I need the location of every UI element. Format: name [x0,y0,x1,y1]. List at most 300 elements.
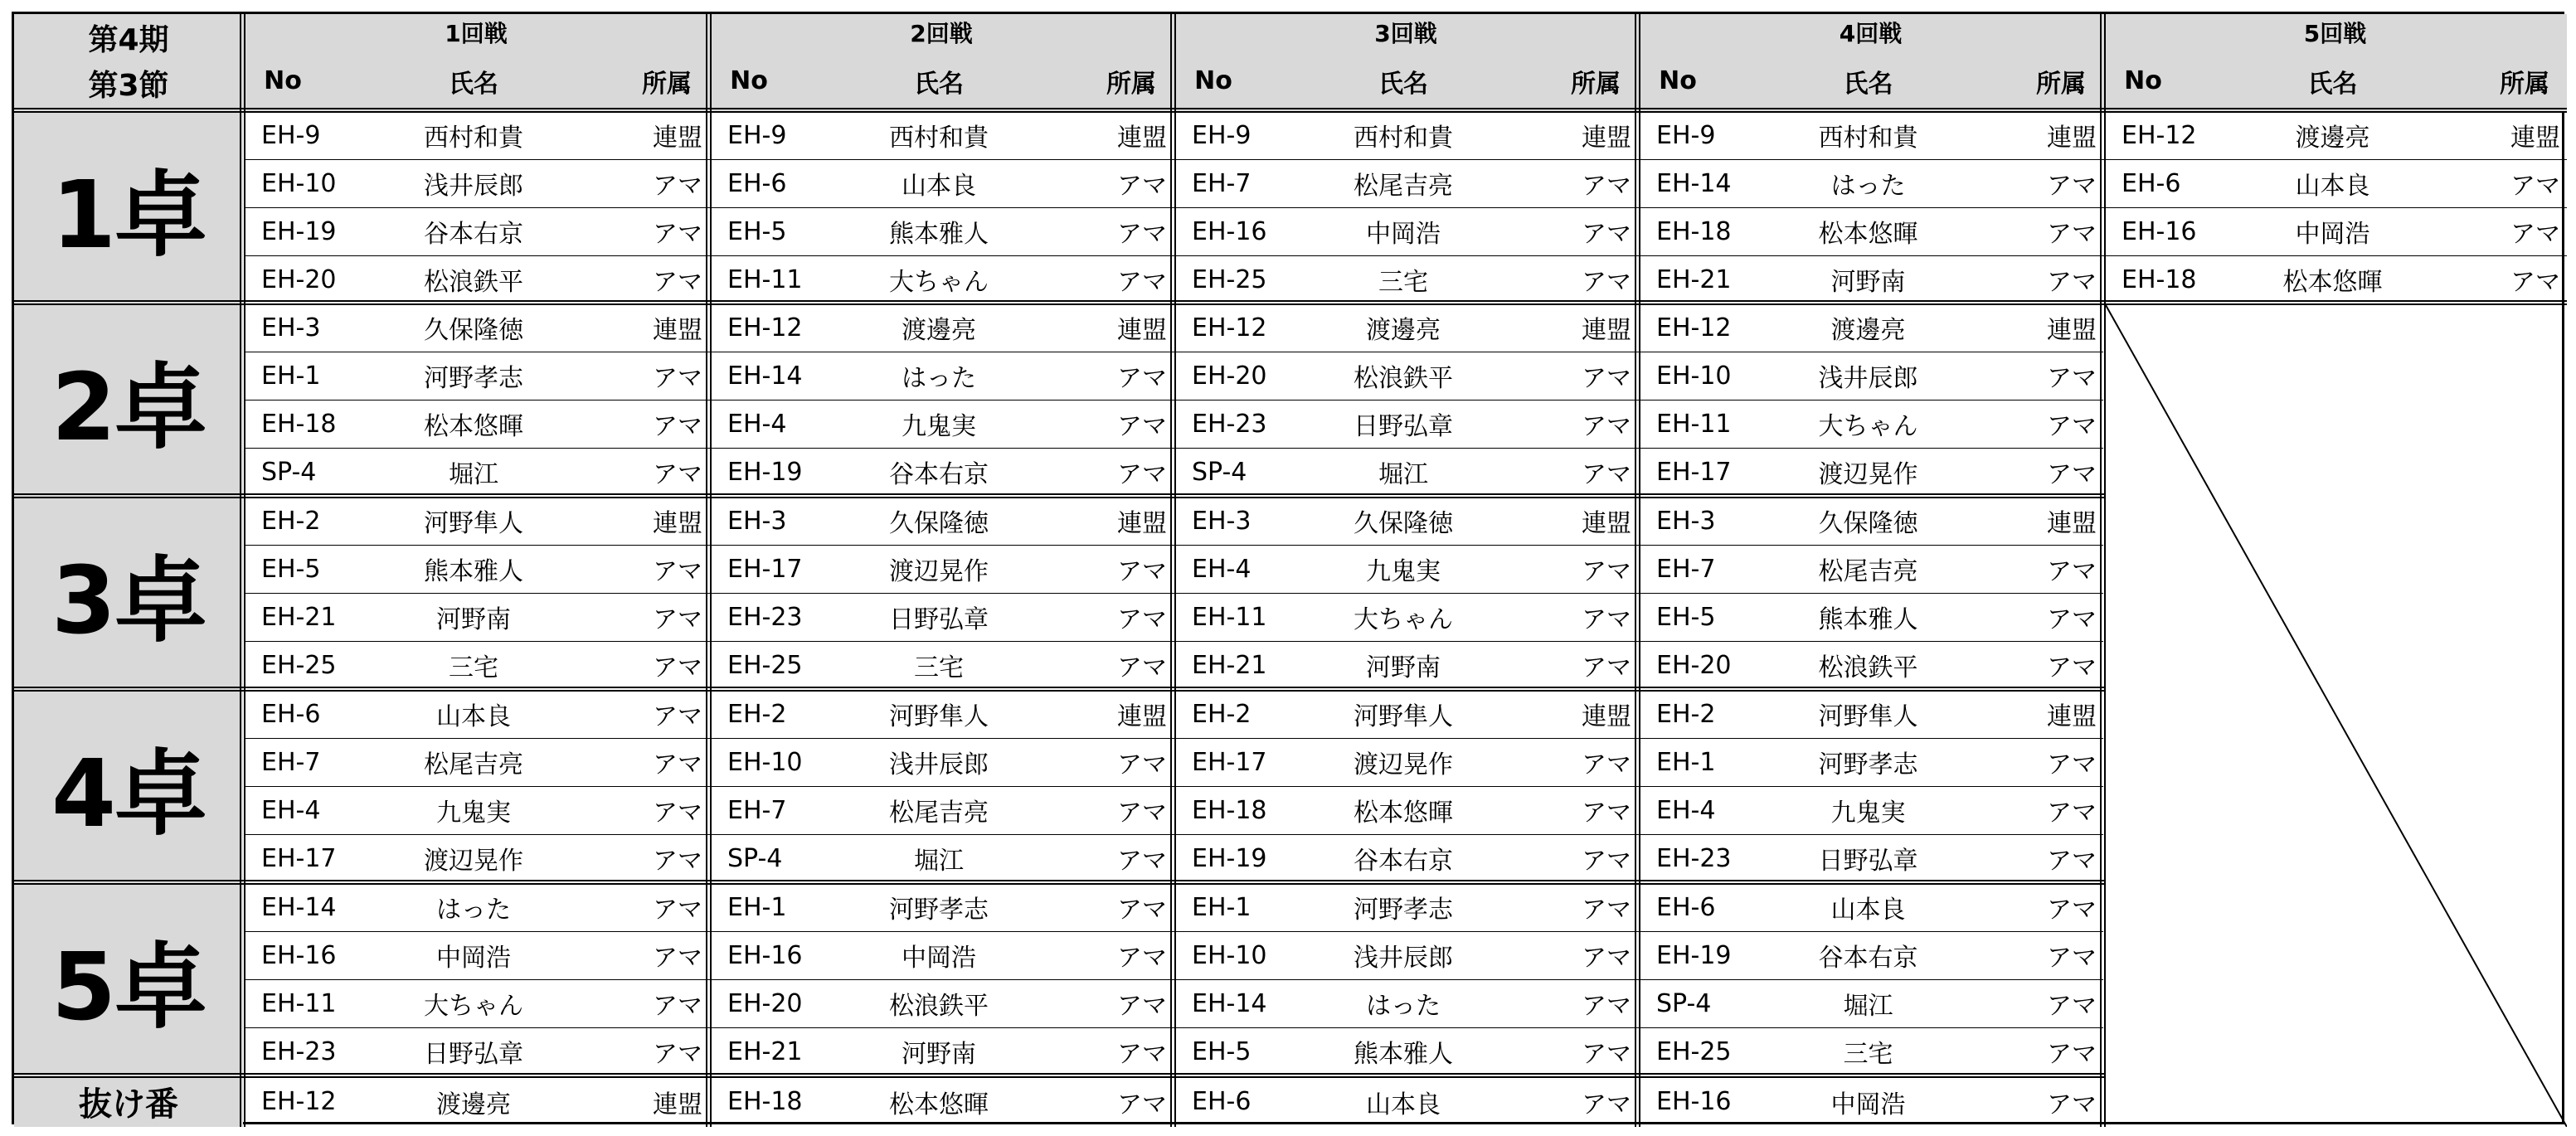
player-name: 山本良 [436,702,511,731]
player-number: EH-17 [1192,747,1267,777]
bye-label: 抜け番 [79,1085,178,1124]
player-name: 河野孝志 [424,364,523,393]
player-name: 中岡浩 [1830,1090,1906,1119]
player-affiliation: アマ [2047,364,2097,393]
player-number: EH-7 [1192,168,1252,198]
column-header-affiliation: 所属 [642,69,692,99]
player-affiliation: アマ [1582,799,1631,828]
player-name: 三宅 [1843,1040,1893,1069]
player-name: 松本悠暉 [1818,220,1918,249]
header-rule [14,108,2567,109]
round-header: 5回戦 [2303,20,2367,47]
column-rule [240,14,241,1127]
player-number: EH-21 [1656,265,1732,294]
player-affiliation: 連盟 [1117,316,1167,345]
column-header-no: No [264,66,302,95]
player-name: 西村和貴 [424,124,523,153]
player-name: 渡邊亮 [436,1090,511,1119]
section-label: 第3節 [88,68,169,103]
player-affiliation: アマ [653,412,702,441]
player-number: EH-12 [2122,120,2197,150]
player-number: EH-12 [1656,313,1732,342]
player-affiliation: アマ [2047,268,2097,297]
player-number: EH-16 [261,940,337,970]
player-affiliation: アマ [653,1040,702,1069]
column-header-no: No [730,66,768,95]
player-name: 松尾吉亮 [1354,172,1453,201]
player-name: 日野弘章 [889,605,989,634]
player-name: 中岡浩 [436,944,511,973]
row-rule [245,255,2567,256]
player-number: EH-12 [1192,313,1267,342]
row-rule [245,545,2103,546]
player-number: EH-21 [261,602,337,632]
column-rule [710,14,712,1127]
player-name: 谷本右京 [424,220,523,249]
player-affiliation: 連盟 [2047,509,2097,538]
player-number: EH-16 [2122,216,2197,246]
row-rule [245,931,2103,932]
player-number: EH-20 [727,988,803,1018]
player-affiliation: 連盟 [1582,702,1631,731]
player-name: はった [1830,172,1906,201]
player-number: EH-20 [1656,650,1732,680]
player-number: EH-10 [261,168,337,198]
player-number: EH-1 [1656,747,1716,777]
player-affiliation: アマ [653,653,702,682]
player-affiliation: 連盟 [653,124,702,153]
player-number: EH-12 [727,313,803,342]
player-affiliation: アマ [2047,1090,2097,1119]
player-name: 大ちゃん [424,992,523,1021]
player-name: 大ちゃん [1818,412,1918,441]
player-number: EH-18 [727,1087,803,1116]
block-rule [14,880,2106,881]
table-label: 5卓 [51,934,206,1041]
column-header-affiliation: 所属 [1106,69,1156,99]
player-number: EH-14 [727,361,803,391]
player-name: 谷本右京 [889,460,989,489]
player-number: EH-18 [2122,265,2197,294]
player-number: EH-5 [261,554,321,584]
player-number: EH-5 [1656,602,1716,632]
player-affiliation: アマ [2047,220,2097,249]
player-number: EH-11 [1192,602,1267,632]
player-name: 大ちゃん [889,268,989,297]
player-affiliation: 連盟 [1582,509,1631,538]
player-name: 河野南 [1830,268,1906,297]
player-number: EH-23 [1192,409,1267,439]
player-number: EH-3 [1192,506,1252,536]
diagonal-line [2106,305,2567,1127]
player-name: 渡邊亮 [902,316,976,345]
column-rule [1174,14,1176,1127]
player-number: EH-17 [261,843,337,873]
player-number: EH-9 [1656,120,1716,150]
player-affiliation: アマ [653,944,702,973]
player-name: 谷本右京 [1354,847,1453,876]
player-affiliation: アマ [1582,220,1631,249]
block-rule [14,883,2106,885]
block-rule [14,690,2106,692]
player-number: EH-7 [727,795,787,825]
player-name: 九鬼実 [902,412,976,441]
player-affiliation: 連盟 [1117,509,1167,538]
player-name: 松尾吉亮 [889,799,989,828]
player-affiliation: アマ [2047,992,2097,1021]
player-number: EH-21 [727,1036,803,1066]
player-name: 浅井辰郎 [1354,944,1453,973]
block-rule [14,1076,2106,1078]
player-affiliation: 連盟 [1117,124,1167,153]
player-number: EH-20 [261,265,337,294]
player-number: EH-1 [261,361,321,391]
player-affiliation: アマ [1117,172,1167,201]
player-number: EH-6 [261,699,321,729]
player-number: EH-16 [1192,216,1267,246]
column-header-affiliation: 所属 [2036,69,2086,99]
player-name: 山本良 [1366,1090,1441,1119]
player-name: 熊本雅人 [1354,1040,1453,1069]
player-number: EH-2 [1656,699,1716,729]
player-affiliation: アマ [1582,750,1631,779]
column-rule [1170,14,1172,1127]
player-name: 西村和貴 [889,124,989,153]
player-number: EH-19 [1656,940,1732,970]
player-name: 久保隆徳 [424,316,523,345]
player-affiliation: 連盟 [1582,124,1631,153]
player-affiliation: アマ [2047,605,2097,634]
player-number: EH-1 [1192,892,1252,922]
player-affiliation: アマ [1117,847,1167,876]
player-number: EH-25 [261,650,337,680]
player-affiliation: アマ [653,220,702,249]
player-affiliation: アマ [2047,653,2097,682]
player-number: EH-25 [1656,1036,1732,1066]
player-number: EH-18 [1656,216,1732,246]
player-number: EH-7 [261,747,321,777]
column-header-no: No [2124,66,2162,95]
player-name: 松尾吉亮 [424,750,523,779]
player-affiliation: アマ [2047,750,2097,779]
player-number: EH-6 [2122,168,2181,198]
player-number: EH-14 [1192,988,1267,1018]
column-rule [244,14,245,1127]
player-number: EH-4 [1656,795,1716,825]
player-affiliation: アマ [2047,172,2097,201]
table-label: 2卓 [51,354,206,462]
player-name: 渡辺晃作 [889,557,989,586]
player-number: EH-16 [1656,1087,1732,1116]
player-name: 山本良 [1830,896,1906,925]
player-name: 浅井辰郎 [424,172,523,201]
player-number: EH-23 [727,602,803,632]
player-name: 河野南 [1366,653,1441,682]
player-number: EH-11 [261,988,337,1018]
player-name: 渡辺晃作 [1818,460,1918,489]
player-affiliation: アマ [1582,364,1631,393]
round-header: 1回戦 [445,20,508,47]
player-name: 西村和貴 [1354,124,1453,153]
row-rule [245,834,2103,835]
player-number: EH-25 [727,650,803,680]
player-number: EH-9 [1192,120,1252,150]
player-name: 山本良 [2295,172,2370,201]
player-name: 久保隆徳 [1354,509,1453,538]
player-affiliation: 連盟 [2510,124,2560,153]
column-rule [2100,14,2102,1127]
player-affiliation: アマ [2047,1040,2097,1069]
player-affiliation: アマ [1117,750,1167,779]
player-number: EH-2 [727,699,787,729]
player-affiliation: アマ [1582,847,1631,876]
player-name: 河野孝志 [889,896,989,925]
player-name: 三宅 [449,653,498,682]
player-affiliation: アマ [1117,1090,1167,1119]
player-affiliation: アマ [653,460,702,489]
player-number: EH-6 [727,168,787,198]
player-affiliation: アマ [2047,799,2097,828]
player-name: 河野隼人 [1818,702,1918,731]
player-affiliation: アマ [653,557,702,586]
player-affiliation: 連盟 [2047,124,2097,153]
player-name: はった [436,896,511,925]
player-name: 河野南 [902,1040,976,1069]
player-name: 河野隼人 [1354,702,1453,731]
player-name: 河野南 [436,605,511,634]
player-name: 日野弘章 [1818,847,1918,876]
player-affiliation: アマ [653,172,702,201]
player-number: EH-11 [1656,409,1732,439]
player-name: 松浪鉄平 [889,992,989,1021]
row-rule [245,400,2103,401]
round-header: 4回戦 [1839,20,1903,47]
player-name: 渡辺晃作 [424,847,523,876]
player-name: 熊本雅人 [424,557,523,586]
player-affiliation: アマ [1117,1040,1167,1069]
player-number: EH-5 [1192,1036,1252,1066]
player-affiliation: アマ [1582,557,1631,586]
player-number: EH-19 [261,216,337,246]
player-number: EH-7 [1656,554,1716,584]
column-header-affiliation: 所属 [1571,69,1621,99]
player-name: 三宅 [914,653,964,682]
player-affiliation: 連盟 [2047,316,2097,345]
header-rule [14,111,2567,113]
player-name: 中岡浩 [902,944,976,973]
player-name: 日野弘章 [1354,412,1453,441]
player-name: 渡辺晃作 [1354,750,1453,779]
player-affiliation: アマ [653,702,702,731]
player-affiliation: アマ [2047,896,2097,925]
player-affiliation: アマ [2047,557,2097,586]
player-name: はった [902,364,976,393]
player-number: EH-1 [727,892,787,922]
block-rule [14,497,2106,498]
player-name: 九鬼実 [1830,799,1906,828]
player-affiliation: アマ [1117,799,1167,828]
column-header-name: 氏名 [449,69,498,99]
player-number: EH-14 [1656,168,1732,198]
player-name: 堀江 [1378,460,1428,489]
player-affiliation: アマ [1582,653,1631,682]
player-name: 河野孝志 [1354,896,1453,925]
player-affiliation: アマ [1582,268,1631,297]
player-number: EH-2 [1192,699,1252,729]
player-name: 松本悠暉 [889,1090,989,1119]
round-header: 2回戦 [910,20,973,47]
player-affiliation: アマ [2510,268,2560,297]
player-number: SP-4 [1192,457,1247,487]
player-name: はった [1366,992,1441,1021]
player-affiliation: アマ [1117,605,1167,634]
player-number: SP-4 [727,843,783,873]
player-number: EH-23 [261,1036,337,1066]
player-affiliation: アマ [653,750,702,779]
player-number: EH-14 [261,892,337,922]
player-affiliation: アマ [2047,847,2097,876]
player-name: 堀江 [449,460,498,489]
player-name: 松尾吉亮 [1818,557,1918,586]
player-name: 九鬼実 [436,799,511,828]
player-name: 河野孝志 [1818,750,1918,779]
player-affiliation: アマ [653,605,702,634]
player-affiliation: アマ [2047,460,2097,489]
player-number: EH-19 [1192,843,1267,873]
player-name: 堀江 [1843,992,1893,1021]
row-rule [245,593,2103,594]
player-affiliation: 連盟 [1117,702,1167,731]
player-affiliation: アマ [2047,412,2097,441]
row-rule [245,979,2103,980]
player-number: SP-4 [261,457,317,487]
block-rule [14,687,2106,688]
player-affiliation: アマ [1582,172,1631,201]
player-number: EH-5 [727,216,787,246]
player-name: 久保隆徳 [1818,509,1918,538]
player-number: EH-17 [1656,457,1732,487]
season-label: 第4期 [88,22,169,57]
player-affiliation: 連盟 [653,316,702,345]
column-header-name: 氏名 [1378,69,1428,99]
player-affiliation: アマ [1117,896,1167,925]
player-affiliation: アマ [1117,220,1167,249]
player-number: EH-10 [1192,940,1267,970]
player-name: 浅井辰郎 [889,750,989,779]
player-number: EH-11 [727,265,803,294]
row-rule [245,1027,2103,1028]
player-name: 渡邊亮 [1366,316,1441,345]
column-header-name: 氏名 [1843,69,1893,99]
player-affiliation: アマ [1582,1040,1631,1069]
player-number: EH-17 [727,554,803,584]
player-affiliation: アマ [1582,944,1631,973]
block-rule [14,300,2567,302]
round-header: 3回戦 [1374,20,1437,47]
player-name: 浅井辰郎 [1818,364,1918,393]
column-rule [706,14,707,1127]
player-name: 九鬼実 [1366,557,1441,586]
player-affiliation: アマ [653,799,702,828]
block-rule [14,493,2106,495]
player-name: 西村和貴 [1818,124,1918,153]
player-affiliation: アマ [1117,992,1167,1021]
player-name: 河野隼人 [889,702,989,731]
player-number: EH-23 [1656,843,1732,873]
player-affiliation: アマ [1117,557,1167,586]
row-rule [245,159,2567,160]
player-number: EH-12 [261,1087,337,1116]
row-rule [245,786,2103,787]
player-name: 日野弘章 [424,1040,523,1069]
row-rule [245,207,2567,208]
player-number: EH-10 [727,747,803,777]
player-number: EH-3 [1656,506,1716,536]
player-number: EH-6 [1656,892,1716,922]
player-name: 熊本雅人 [889,220,989,249]
player-name: 渡邊亮 [1830,316,1906,345]
player-affiliation: アマ [1117,364,1167,393]
player-name: 渡邊亮 [2295,124,2370,153]
player-number: EH-6 [1192,1087,1252,1116]
player-number: EH-18 [1192,795,1267,825]
player-name: 堀江 [914,847,964,876]
player-name: 河野隼人 [424,509,523,538]
player-affiliation: アマ [1117,460,1167,489]
player-affiliation: アマ [2510,220,2560,249]
player-affiliation: アマ [2047,944,2097,973]
player-affiliation: アマ [653,992,702,1021]
player-number: EH-10 [1656,361,1732,391]
player-number: EH-18 [261,409,337,439]
player-name: 大ちゃん [1354,605,1453,634]
player-number: EH-25 [1192,265,1267,294]
empty-area-diagonal [2106,305,2567,1127]
player-name: 松浪鉄平 [1818,653,1918,682]
table-label: 4卓 [51,740,206,848]
player-affiliation: アマ [1582,1090,1631,1119]
player-affiliation: アマ [1582,992,1631,1021]
player-affiliation: アマ [653,847,702,876]
player-name: 松浪鉄平 [424,268,523,297]
player-number: EH-3 [261,313,321,342]
player-affiliation: アマ [653,268,702,297]
column-header-no: No [1194,66,1232,95]
table-label: 3卓 [51,547,206,655]
player-number: EH-4 [727,409,787,439]
player-name: 松本悠暉 [1354,799,1453,828]
player-affiliation: アマ [1582,412,1631,441]
player-affiliation: 連盟 [1582,316,1631,345]
player-affiliation: 連盟 [653,509,702,538]
player-affiliation: アマ [1582,460,1631,489]
column-header-name: 氏名 [914,69,964,99]
player-name: 熊本雅人 [1818,605,1918,634]
player-number: SP-4 [1656,988,1712,1018]
player-name: 三宅 [1378,268,1428,297]
player-affiliation: アマ [1117,944,1167,973]
row-rule [245,738,2103,739]
column-rule [1635,14,1636,1127]
player-number: EH-4 [1192,554,1252,584]
player-name: 松本悠暉 [424,412,523,441]
player-affiliation: 連盟 [2047,702,2097,731]
column-header-no: No [1659,66,1697,95]
player-affiliation: アマ [1117,653,1167,682]
column-rule [1639,14,1640,1127]
player-number: EH-19 [727,457,803,487]
player-name: 松浪鉄平 [1354,364,1453,393]
